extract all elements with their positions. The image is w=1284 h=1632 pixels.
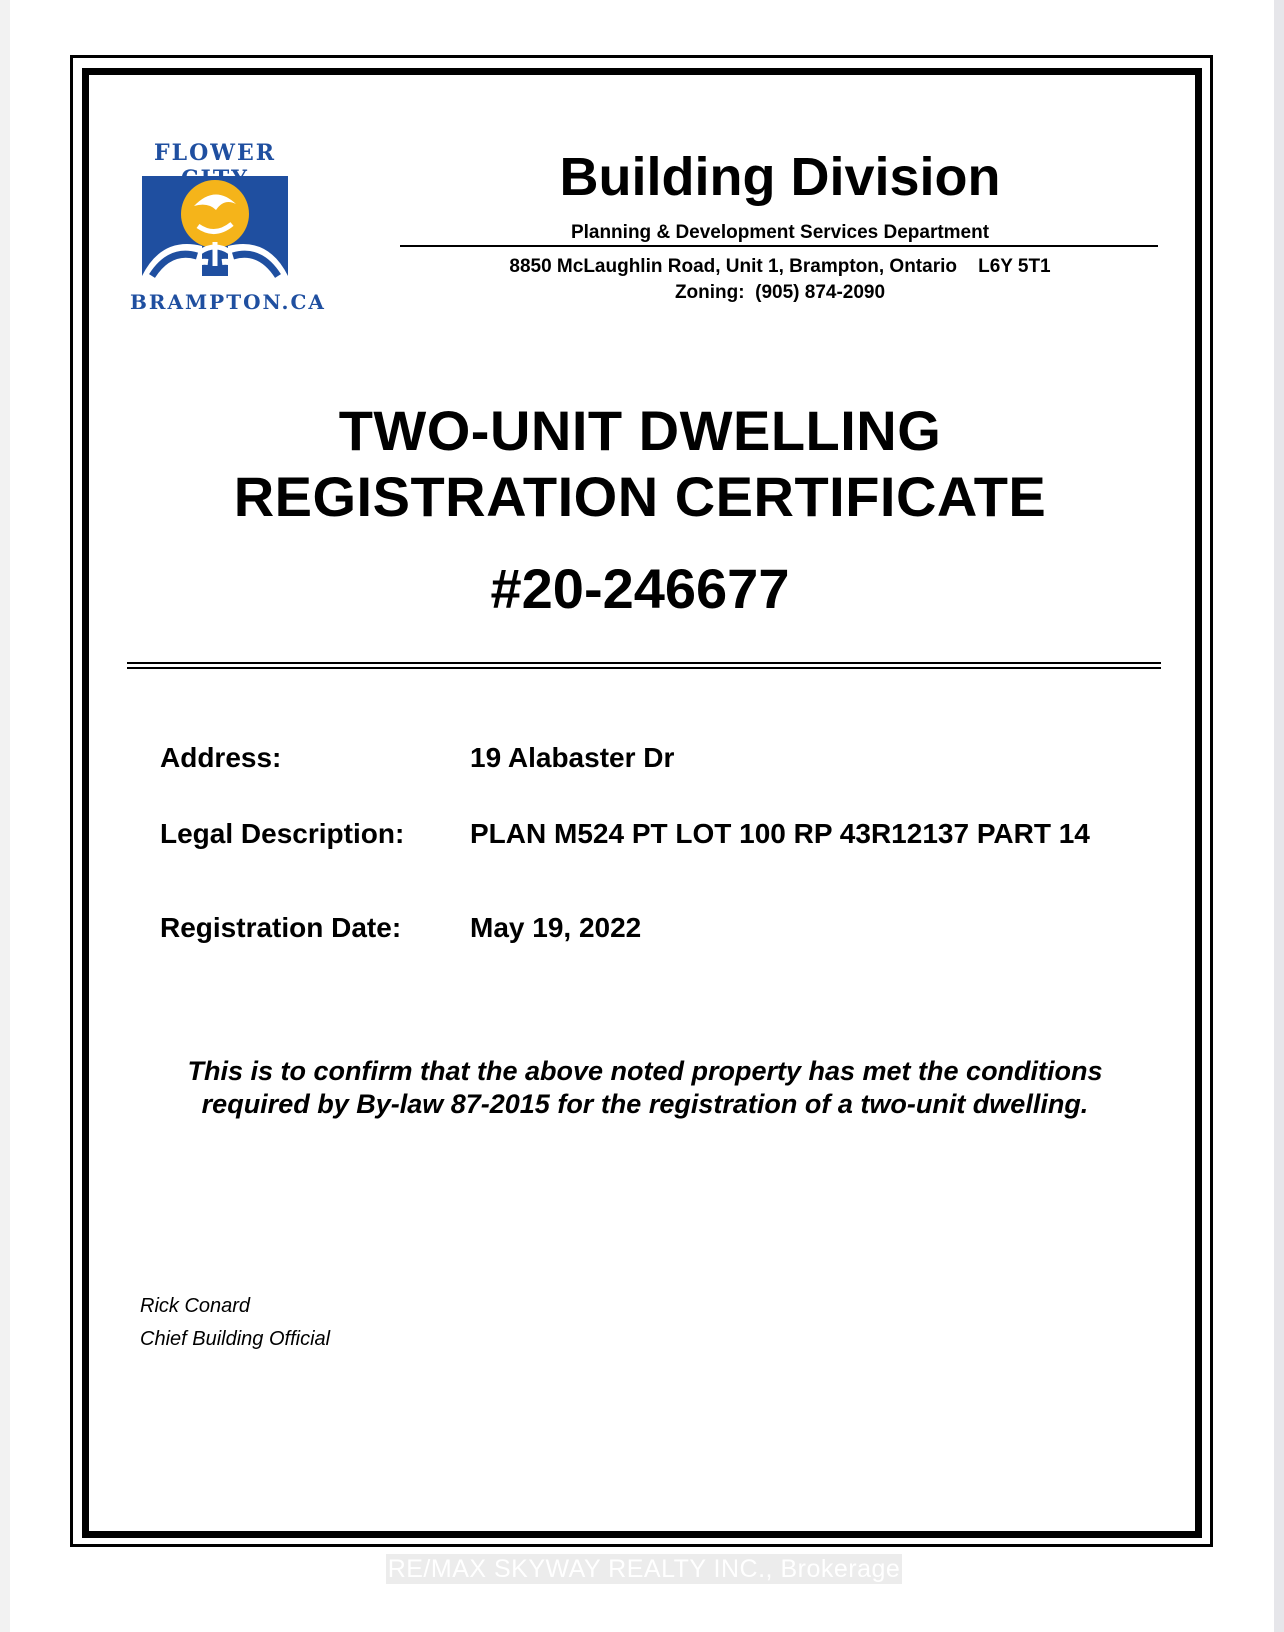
logo-top-text: FLOWER (153, 140, 276, 166)
brokerage-watermark: RE/MAX SKYWAY REALTY INC., Brokerage (387, 1555, 901, 1583)
certificate-title-line1: TWO-UNIT DWELLING (338, 399, 942, 462)
certificate-title-line2: REGISTRATION CERTIFICATE (233, 465, 1047, 528)
legal-description-label: Legal Description: (160, 818, 405, 849)
statement-line2: required by By-law 87-2015 for the registration of a two-unit dwelling. (201, 1089, 1089, 1119)
statement-line1: This is to confirm that the above noted property has met the conditions (187, 1056, 1103, 1086)
department-name: Planning & Development Services Department (570, 222, 990, 243)
certificate-page (10, 0, 1274, 1632)
registration-date-label: Registration Date: (160, 912, 402, 943)
signatory-name: Rick Conard (140, 1295, 251, 1317)
legal-description-value: PLAN M524 PT LOT 100 RP 43R12137 PART 14 (470, 818, 1090, 849)
registration-date-value: May 19, 2022 (470, 912, 642, 943)
address-value: 19 Alabaster Dr (470, 742, 675, 773)
division-title: Building Division (559, 147, 1001, 207)
confirmation-statement (130, 1055, 1160, 1121)
zoning-phone: Zoning: (905) 874-2090 (674, 282, 886, 303)
header-divider (400, 245, 1158, 247)
logo-bottom-text: BRAMPTON.CA (130, 290, 326, 314)
page-edge (1274, 0, 1284, 1632)
flower-emblem-icon (142, 176, 288, 282)
brampton-logo (130, 140, 326, 320)
address-label: Address: (160, 742, 282, 773)
certificate-number: #20-246677 (490, 557, 790, 620)
signatory-title: Chief Building Official (140, 1328, 331, 1350)
section-divider (127, 662, 1161, 669)
office-address: 8850 McLaughlin Road, Unit 1, Brampton, Ontario L6Y 5T1 (509, 256, 1051, 277)
